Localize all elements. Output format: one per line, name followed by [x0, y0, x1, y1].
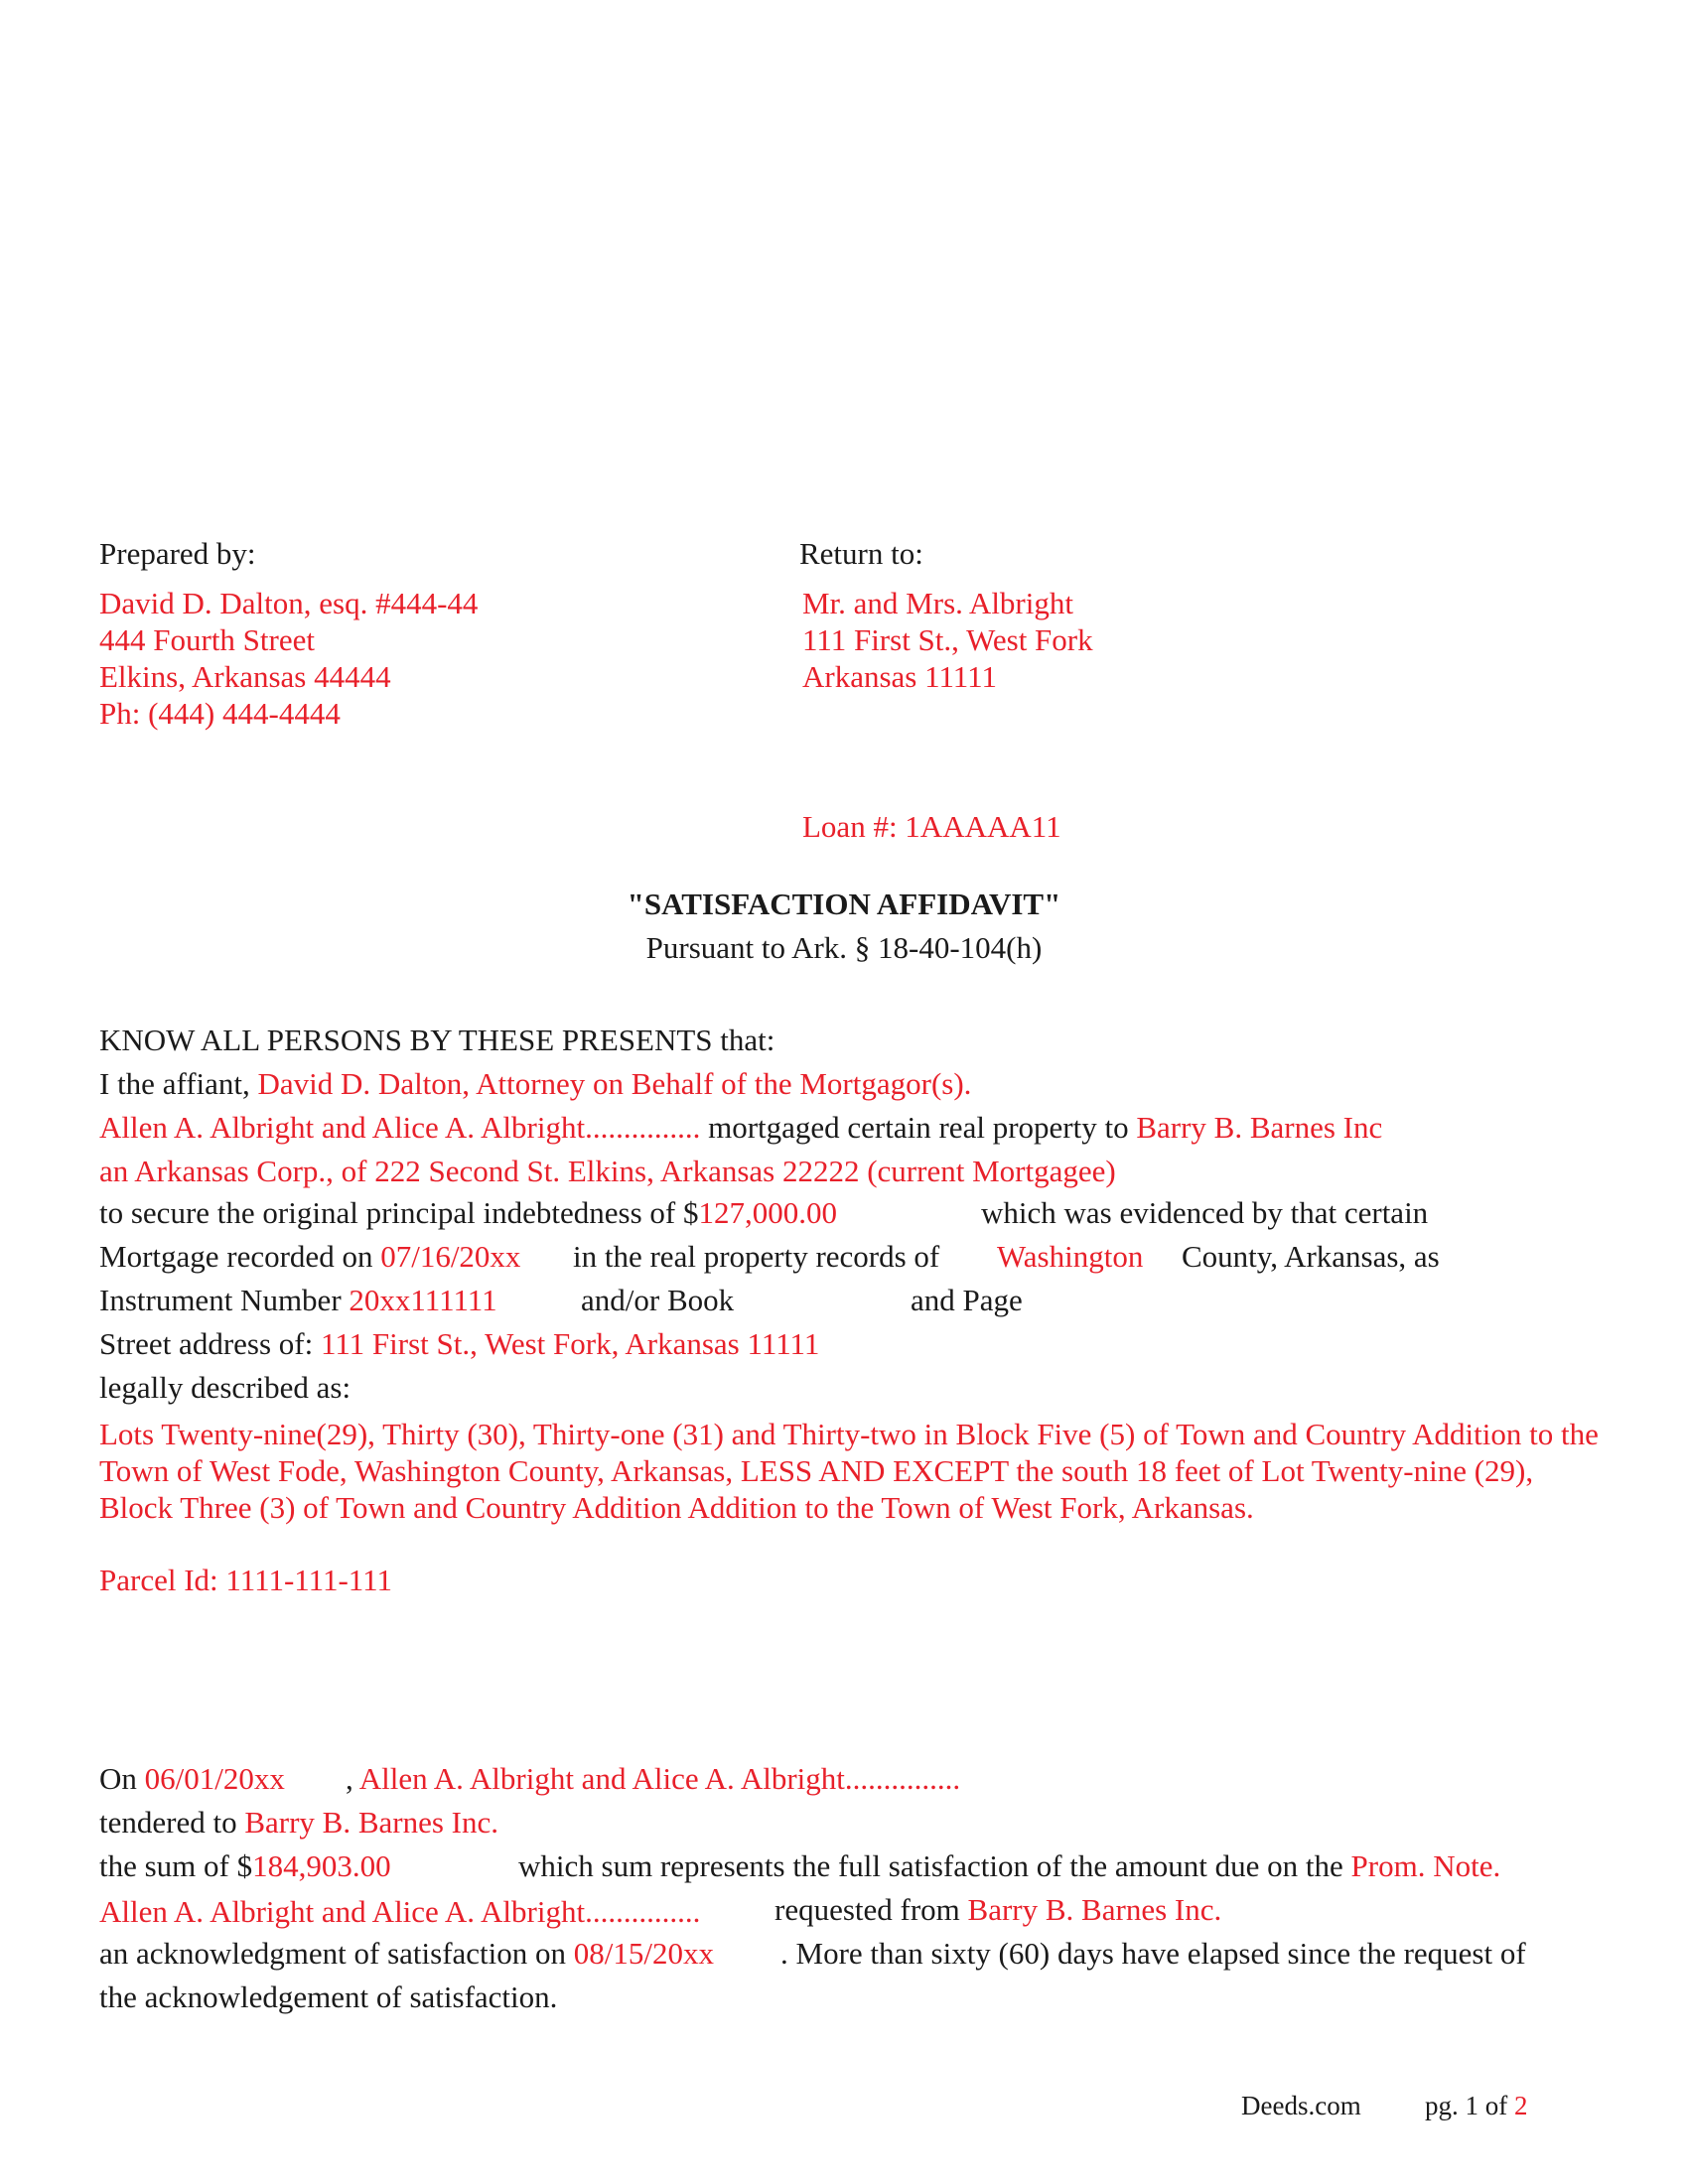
return-to-label: Return to: — [799, 536, 923, 571]
tender-comma: , — [346, 1761, 353, 1796]
mortgagee-value: Barry B. Barnes Inc — [1136, 1110, 1383, 1145]
tendered-label: tendered to — [99, 1805, 237, 1840]
ack-label: an acknowledgment of satisfaction on — [99, 1936, 567, 1971]
street-value: 111 First St., West Fork, Arkansas 11111 — [320, 1326, 820, 1361]
footer-brand: Deeds.com — [1241, 2091, 1361, 2120]
parcel-id: Parcel Id: 1111-111-111 — [99, 1563, 392, 1597]
know-all-line: KNOW ALL PERSONS BY THESE PRESENTS that: — [99, 1023, 775, 1057]
affiant-value: David D. Dalton, Attorney on Behalf of the Mortgagor(s). — [257, 1066, 972, 1101]
instrument-label: Instrument Number — [99, 1283, 342, 1317]
instrument-value: 20xx111111 — [349, 1283, 497, 1317]
sum-text: which sum represents the full satisfaction of the amount due on the — [518, 1848, 1343, 1883]
ack-date: 08/15/20xx — [573, 1936, 715, 1971]
book-label: and/or Book — [581, 1283, 735, 1317]
sum-value: 184,903.00 — [252, 1848, 391, 1883]
ack-text-continued: the acknowledgement of satisfaction. — [99, 1979, 558, 2014]
on-label: On — [99, 1761, 137, 1796]
instrument-type: Prom. Note. — [1350, 1848, 1501, 1883]
document-title: "SATISFACTION AFFIDAVIT" — [627, 887, 1061, 921]
tender-line — [99, 1761, 285, 1797]
return-street: 111 First St., West Fork — [802, 622, 1093, 657]
page-label: and Page — [911, 1283, 1023, 1317]
instrument-line — [99, 1283, 497, 1318]
prepared-by-label: Prepared by: — [99, 536, 256, 571]
mortgagor-line — [99, 1110, 1382, 1146]
sum-line — [99, 1848, 391, 1884]
tender-comma-line — [346, 1761, 960, 1797]
tender-date: 06/01/20xx — [144, 1761, 285, 1796]
ack-text: . More than sixty (60) days have elapsed since the request of — [780, 1936, 1526, 1971]
street-line — [99, 1326, 819, 1362]
mortgagors-value: Allen A. Albright and Alice A. Albright............... — [99, 1110, 701, 1145]
mortgagee-description: an Arkansas Corp., of 222 Second St. Elkins, Arkansas 22222 (current Mortgagee) — [99, 1154, 1116, 1188]
preparer-city: Elkins, Arkansas 44444 — [99, 659, 391, 694]
page-number — [1425, 2091, 1528, 2121]
affiant-prefix: I the affiant, — [99, 1066, 250, 1101]
principal-value: 127,000.00 — [698, 1195, 837, 1230]
preparer-street: 444 Fourth Street — [99, 622, 315, 657]
sum-text-line — [518, 1848, 1500, 1884]
loan-number: Loan #: 1AAAAA11 — [802, 809, 1061, 844]
page-total: 2 — [1514, 2091, 1528, 2120]
page-prefix: pg. 1 of — [1425, 2091, 1508, 2120]
evidenced-text: which was evidenced by that certain — [981, 1195, 1429, 1230]
recorded-text: Mortgage recorded on — [99, 1239, 373, 1274]
requested-from-value: Barry B. Barnes Inc. — [967, 1892, 1222, 1927]
affiant-line — [99, 1066, 971, 1102]
county-value: Washington — [997, 1239, 1144, 1274]
requested-label: requested from — [774, 1892, 960, 1927]
requested-line — [774, 1892, 1221, 1928]
street-label: Street address of: — [99, 1326, 314, 1361]
principal-line — [99, 1195, 837, 1231]
tenderer-value: Allen A. Albright and Alice A. Albright............... — [358, 1761, 961, 1796]
preparer-name: David D. Dalton, esq. #444-44 — [99, 586, 479, 620]
recorded-date: 07/16/20xx — [380, 1239, 521, 1274]
county-text: County, Arkansas, as — [1182, 1239, 1440, 1274]
ack-line — [99, 1936, 714, 1972]
sum-label: the sum of $ — [99, 1848, 253, 1883]
requester-value: Allen A. Albright and Alice A. Albright............... — [99, 1894, 701, 1929]
return-name: Mr. and Mrs. Albright — [802, 586, 1073, 620]
preparer-phone: Ph: (444) 444-4444 — [99, 696, 341, 731]
tendered-line — [99, 1805, 498, 1841]
records-text: in the real property records of — [573, 1239, 940, 1274]
secure-text: to secure the original principal indebtedness of $ — [99, 1195, 699, 1230]
mortgaged-text: mortgaged certain real property to — [708, 1110, 1129, 1145]
legal-label: legally described as: — [99, 1370, 352, 1405]
document-subtitle: Pursuant to Ark. § 18-40-104(h) — [645, 930, 1043, 965]
recorded-line — [99, 1239, 520, 1275]
return-state: Arkansas 11111 — [802, 659, 998, 694]
tendered-to-value: Barry B. Barnes Inc. — [244, 1805, 499, 1840]
legal-description: Lots Twenty-nine(29), Thirty (30), Thirty-one (31) and Thirty-two in Block Five (5) of Town and Country Addition to the Town of West Fode, Washington County, Arkansas, LESS AND EXCEPT the south 18 feet of Lot Twenty-nine (29), Block Three (3) of Town and Country Addition Addition to the Town of West Fork, Arkansas. — [99, 1417, 1599, 1525]
